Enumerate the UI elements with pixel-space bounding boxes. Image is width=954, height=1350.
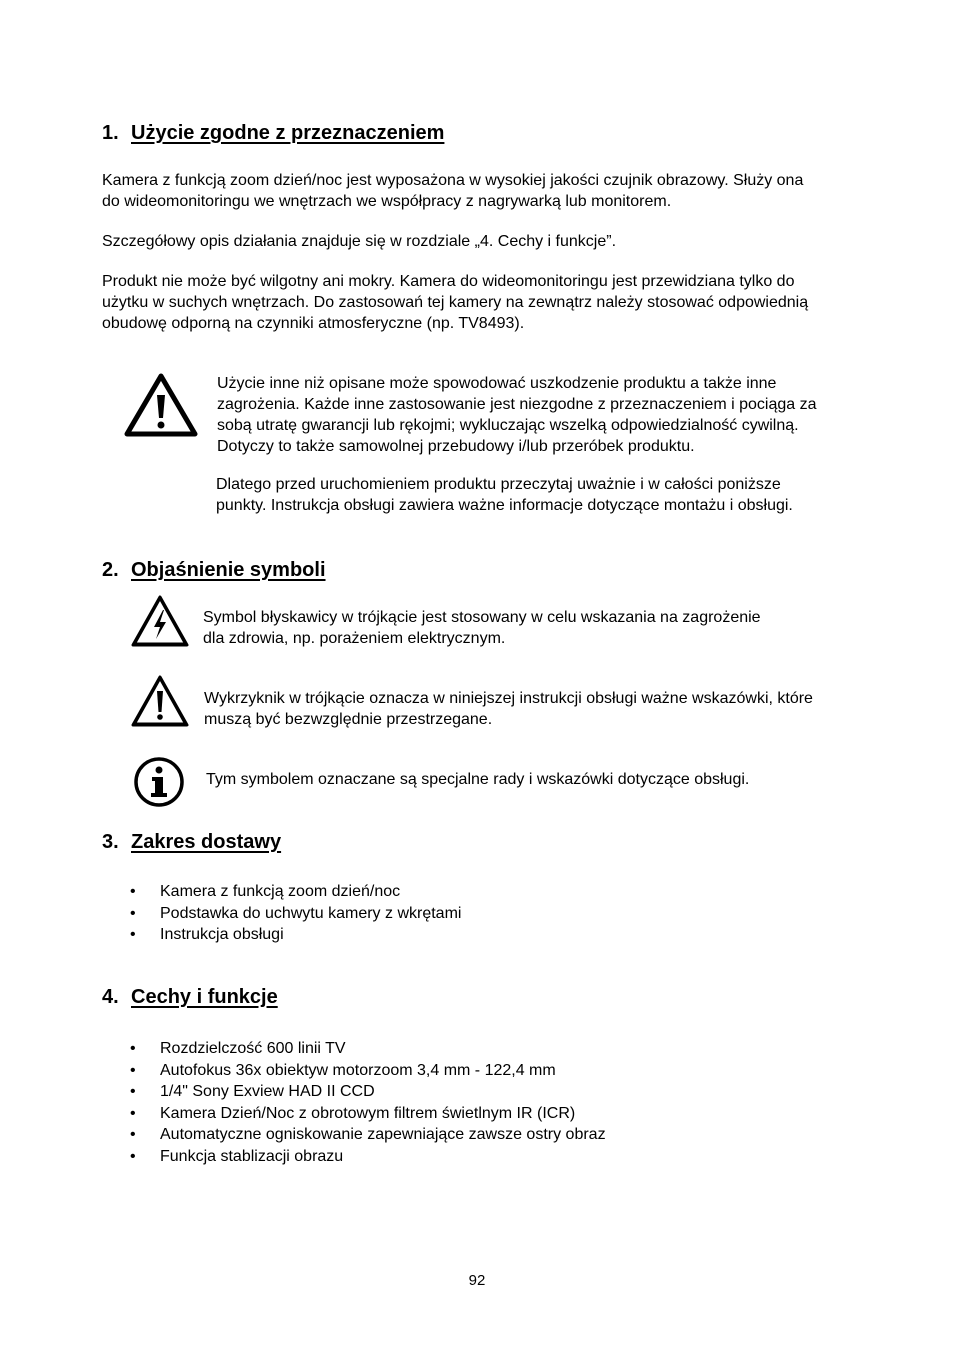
section-3-title: Zakres dostawy bbox=[131, 831, 282, 853]
exclamation-triangle-icon bbox=[130, 674, 190, 728]
features-list bbox=[102, 1038, 606, 1167]
exclamation-symbol-text: Wykrzyknik w trójkącie oznacza w niniejszej instrukcji obsługi ważne wskazówki, które muszą być bezwzględnie przestrzegane. bbox=[204, 690, 813, 728]
list-item: • Instrukcja obsługi bbox=[102, 924, 461, 946]
section-1-paragraph-2: Szczegółowy opis działania znajduje się w rozdziale „4. Cechy i funkcje”. bbox=[102, 233, 617, 250]
warning-triangle-icon bbox=[124, 373, 198, 437]
section-2-number: 2. bbox=[102, 559, 119, 581]
info-icon bbox=[133, 756, 185, 808]
lightning-triangle-icon bbox=[130, 594, 190, 648]
section-1-title: Użycie zgodne z przeznaczeniem bbox=[131, 122, 445, 144]
list-item: • Podstawka do uchwytu kamery z wkrętami bbox=[102, 903, 461, 925]
warning-text-1: Użycie inne niż opisane może spowodować uszkodzenie produktu a także inne zagrożenia. Każde inne zastosowanie jest niezgodne z przeznaczeniem i pociąga za sobą utratę gwarancji lub rękojmi; wykluczając wszelką odpowiedzialność cywilną. Dotyczy to także samowolnej przebudowy i/lub przeróbek produktu. bbox=[217, 375, 817, 455]
warning-text-2: Dlatego przed uruchomieniem produktu przeczytaj uważnie i w całości poniższe punkty. Instrukcja obsługi zawiera ważne informacje dotyczące montażu i obsługi. bbox=[216, 476, 793, 514]
list-item: • Automatyczne ogniskowanie zapewniające zawsze ostry obraz bbox=[102, 1124, 606, 1146]
section-4-number: 4. bbox=[102, 986, 119, 1008]
section-3-number: 3. bbox=[102, 831, 119, 853]
list-item: • Autofokus 36x obiektyw motorzoom 3,4 mm - 122,4 mm bbox=[102, 1060, 606, 1082]
delivery-list bbox=[102, 881, 461, 946]
section-1-number: 1. bbox=[102, 122, 119, 144]
info-symbol-text: Tym symbolem oznaczane są specjalne rady i wskazówki dotyczące obsługi. bbox=[206, 771, 750, 788]
lightning-symbol-text: Symbol błyskawicy w trójkącie jest stosowany w celu wskazania na zagrożenie dla zdrowia, np. porażeniem elektrycznym. bbox=[203, 609, 761, 647]
section-4-title: Cechy i funkcje bbox=[131, 986, 278, 1008]
section-1-paragraph-1: Kamera z funkcją zoom dzień/noc jest wyposażona w wysokiej jakości czujnik obrazowy. Służy ona do wideomonitoringu we wnętrzach we współpracy z nagrywarką lub monitorem. bbox=[102, 172, 804, 210]
section-1-paragraph-3: Produkt nie może być wilgotny ani mokry. Kamera do wideomonitoringu jest przewidziana tylko do użytku w suchych wnętrzach. Do zastosowań tej kamery na zewnątrz należy stosować odpowiednią obudowę odporną na czynniki atmosferyczne (np. TV8493). bbox=[102, 273, 809, 332]
section-3-heading bbox=[102, 830, 281, 854]
list-item: • Rozdzielczość 600 linii TV bbox=[102, 1038, 606, 1060]
list-item: • 1/4" Sony Exview HAD II CCD bbox=[102, 1081, 606, 1103]
section-4-heading bbox=[102, 985, 278, 1009]
section-2-heading bbox=[102, 558, 326, 582]
section-1-heading bbox=[102, 121, 444, 145]
list-item: • Kamera Dzień/Noc z obrotowym filtrem świetlnym IR (ICR) bbox=[102, 1103, 606, 1125]
list-item: • Funkcja stablizacji obrazu bbox=[102, 1146, 606, 1168]
section-2-title: Objaśnienie symboli bbox=[131, 559, 326, 581]
list-item: • Kamera z funkcją zoom dzień/noc bbox=[102, 881, 461, 903]
page-number: 92 bbox=[468, 1272, 486, 1289]
